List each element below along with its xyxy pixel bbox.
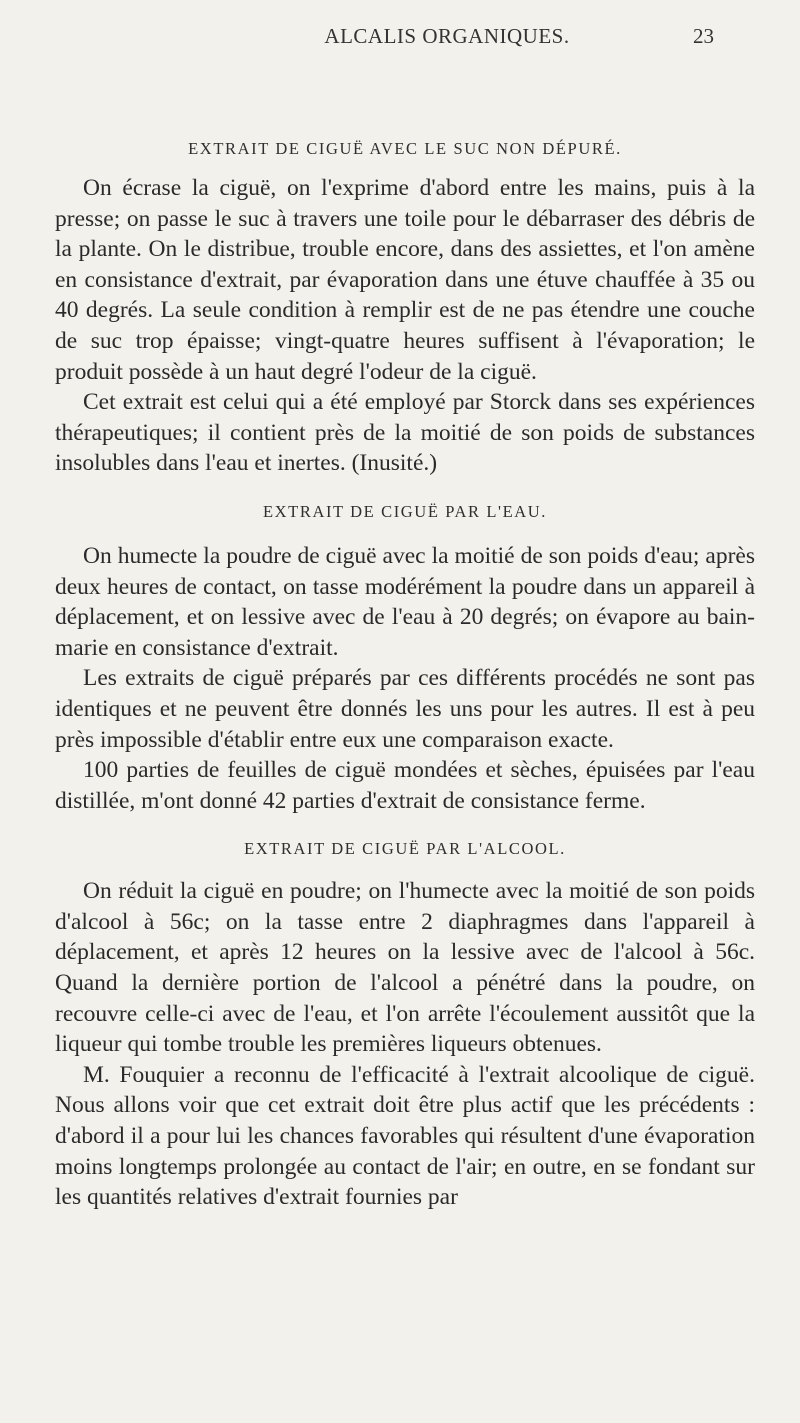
section-heading: EXTRAIT DE CIGUË PAR L'ALCOOL. [244, 839, 566, 859]
paragraph: M. Fouquier a reconnu de l'efficacité à l'extrait alcoolique de ciguë. Nous allons voir que cet extrait doit être plus actif que les précédents : d'abord il a pour lui les chances favorables qui résultent d'une évaporation moins longtemps prolongée au contact de l'air; en outre, en se fondant sur les quantités relatives d'extrait fournies par [55, 1061, 755, 1211]
paragraph: On écrase la ciguë, on l'exprime d'abord entre les mains, puis à la presse; on passe le suc à travers une toile pour le débarraser des débris de la plante. On le distribue, trouble encore, dans des assiettes, et l'on amène en consistance d'extrait, par évaporation dans une étuve chauffée à 35 ou 40 degrés. La seule condition à remplir est de ne pas étendre une couche de suc trop épaisse; vingt-quatre heures suffisent à l'évaporation; le produit possède à un haut degré l'odeur de la ciguë. [55, 175, 755, 385]
paragraph: Cet extrait est celui qui a été employé par Storck dans ses expériences thérapeutiques; il contient près de la moitié de son poids de substances insolubles dans l'eau et inertes. (Inusité.) [55, 389, 755, 477]
paragraph: Les extraits de ciguë préparés par ces différents procédés ne sont pas identiques et ne peuvent être donnés les uns pour les autres. Il est à peu près impossible d'établir entre eux une comparaison exacte. [55, 665, 755, 753]
paragraph: 100 parties de feuilles de ciguë mondées et sèches, épuisées par l'eau distillée, m'ont donné 42 parties d'extrait de consistance ferme. [55, 757, 755, 814]
paragraph: On réduit la ciguë en poudre; on l'humecte avec la moitié de son poids d'alcool à 56c; on la tasse entre 2 diaphragmes dans l'appareil à déplacement, et après 12 heures on la lessive avec de l'alcool à 56c. Quand la dernière portion de l'alcool a pénétré dans la poudre, on recouvre celle-ci avec de l'eau, et l'on arrête l'écoulement aussitôt que la liqueur qui tombe trouble les premières liqueurs obtenues. [55, 878, 755, 1058]
running-title: ALCALIS ORGANIQUES. [324, 24, 570, 48]
paragraph: On humecte la poudre de ciguë avec la moitié de son poids d'eau; après deux heures de contact, on tasse modérément la poudre dans un appareil à déplacement, et on lessive avec de l'eau à 20 degrés; on évapore au bain-marie en consistance d'extrait. [55, 542, 755, 661]
page-number: 23 [693, 24, 714, 48]
body-text [55, 126, 755, 1213]
section-heading: EXTRAIT DE CIGUË PAR L'EAU. [262, 501, 548, 521]
section-heading: EXTRAIT DE CIGUË AVEC LE SUC NON DÉPURÉ. [188, 139, 622, 158]
running-head [180, 24, 714, 54]
